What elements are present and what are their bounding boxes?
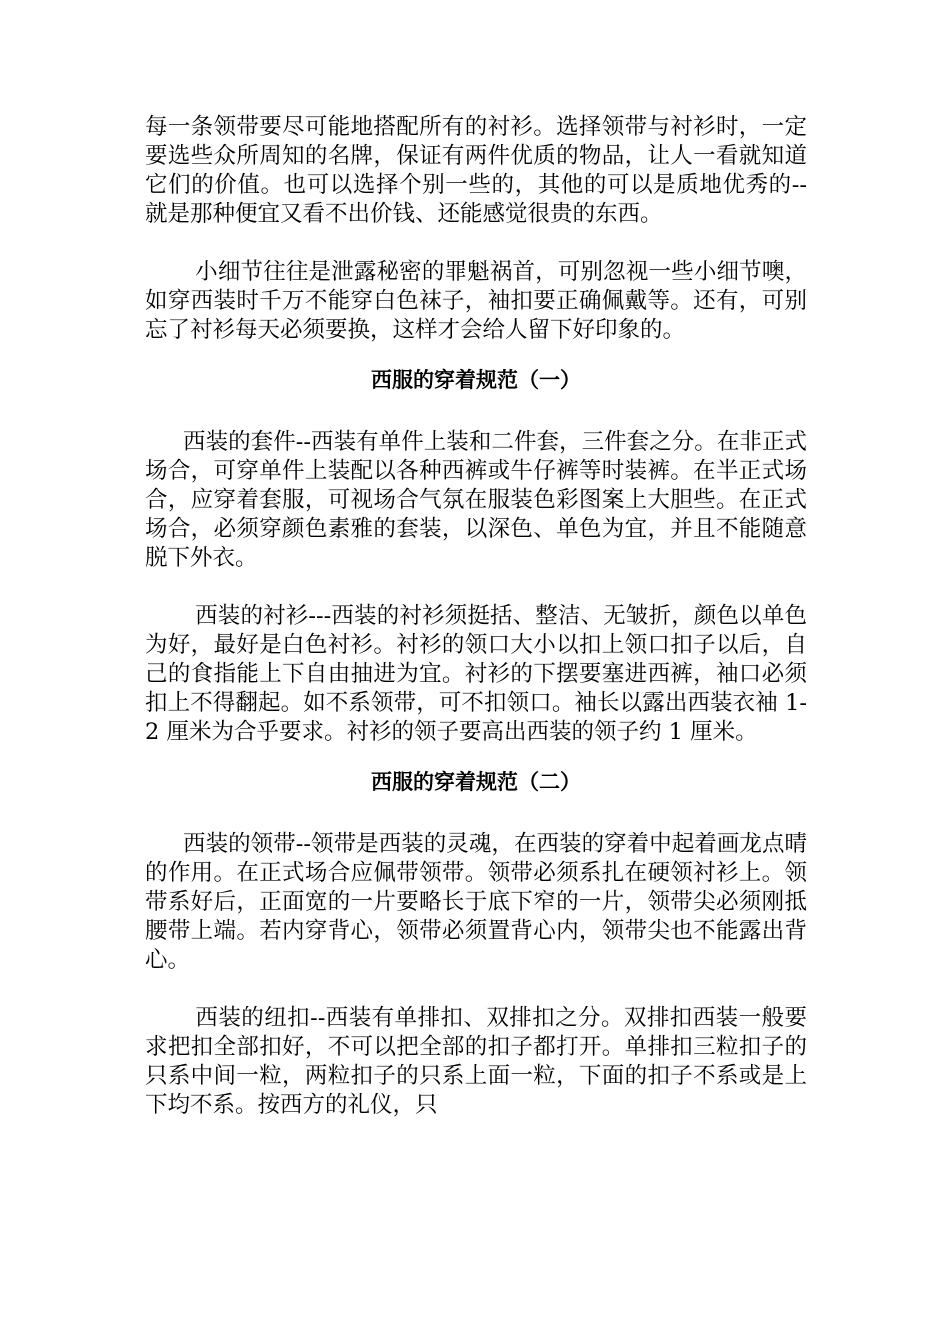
paragraph-text: 小细节往往是泄露秘密的罪魁祸首，可别忽视一些小细节噢，如穿西装时千万不能穿白色袜子，袖扣要正确佩戴等。还有，可别忘了衬衫每天必须要换，这样才会给人留下好印象的。: [145, 259, 807, 343]
document-page: [145, 113, 807, 1120]
paragraph-gap: [145, 573, 807, 602]
paragraph-text: 西装的衬衫---西装的衬衫须挺括、整洁、无皱折，颜色以单色为好，最好是白色衬衫。衬衫的领口大小以扣上领口扣子以后，自己的食指能上下自由抽进为宜。衬衫的下摆要塞进西裤，袖口必须扣上不得翻起。如不系领带，可不扣领口。袖长以露出西装衣袖 1-2 厘米为合乎要求。衬衫的领子要高出西装的领子约 1 厘米。: [145, 603, 807, 745]
paragraph-suit-buttons: [145, 1004, 807, 1120]
heading-gap: [145, 395, 807, 428]
paragraph-gap: [145, 975, 807, 1004]
section-heading-2: 西服的穿着规范（二）: [371, 770, 581, 794]
paragraph-gap: [145, 229, 807, 258]
paragraph-necktie-matching: 每一条领带要尽可能地搭配所有的衬衫。选择领带与衬衫时，一定要选些众所周知的名牌，保证有两件优质的物品，让人一看就知道它们的价值。也可以选择个别一些的，其他的可以是质地优秀的--就是那种便宜又看不出价钱、还能感觉很贵的东西。: [145, 114, 807, 227]
heading-gap: [145, 797, 807, 830]
paragraph-small-details: [145, 258, 807, 345]
section-heading-1: 西服的穿着规范（一）: [371, 368, 581, 392]
paragraph-suit-tie: [145, 830, 807, 975]
paragraph-suit-sets: [145, 428, 807, 573]
heading-gap: [145, 747, 807, 767]
heading-gap: [145, 345, 807, 365]
paragraph-suit-shirt: [145, 602, 807, 747]
paragraph-text: 西装的纽扣--西装有单排扣、双排扣之分。双排扣西装一般要求把扣全部扣好，不可以把全部的扣子都打开。单排扣三粒扣子的只系中间一粒，两粒扣子的只系上面一粒，下面的扣子不系或是上下均不系。按西方的礼仪，只: [145, 1005, 807, 1118]
paragraph-text: 西装的领带--领带是西装的灵魂，在西装的穿着中起着画龙点晴的作用。在正式场合应佩带领带。领带必须系扎在硬领衬衫上。领带系好后，正面宽的一片要略长于底下窄的一片，领带尖必须刚抵腰带上端。若内穿背心，领带必须置背心内，领带尖也不能露出背心。: [145, 831, 807, 973]
paragraph-text: 西装的套件--西装有单件上装和二件套，三件套之分。在非正式场合，可穿单件上装配以各种西裤或牛仔裤等时装裤。在半正式场合，应穿着套服，可视场合气氛在服装色彩图案上大胆些。在正式场合，必须穿颜色素雅的套装，以深色、单色为宜，并且不能随意脱下外衣。: [145, 429, 807, 571]
